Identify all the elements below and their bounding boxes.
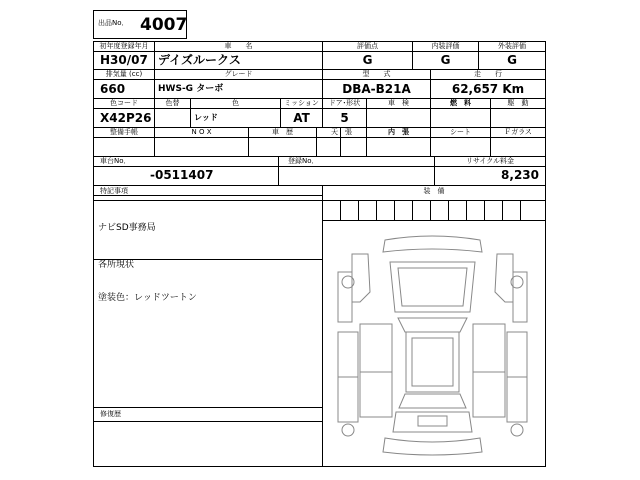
front-glass-label: Ｆガラス <box>504 128 532 136</box>
condition-label: 各所現状 <box>98 260 135 270</box>
model-code-value: DBA-B21A <box>342 82 411 96</box>
score-value: G <box>362 53 373 67</box>
color-change-label: 色替 <box>165 99 180 107</box>
score-label: 評価点 <box>357 42 378 50</box>
fuel-label: 燃 料 <box>450 99 471 107</box>
door-shape-value: 5 <box>340 111 349 125</box>
recycle-fee-label: リサイクル料金 <box>465 157 515 165</box>
interior-trim-label: 内 張 <box>388 128 409 136</box>
paint-color-note: 塗装色：レッドツートン <box>98 293 197 303</box>
repair-history-label: 修復歴 <box>100 410 121 418</box>
car-history-label: 車 歴 <box>272 128 293 136</box>
grade-value: HWS-G ターボ <box>158 84 224 94</box>
exterior-score-label: 外装評価 <box>498 42 526 50</box>
car-name-value: デイズルークス <box>158 53 241 67</box>
interior-score-value: G <box>440 53 451 67</box>
displacement-label: 排気量 (cc) <box>105 70 143 78</box>
headliner-label: 天 張 <box>331 128 352 136</box>
chassis-number-label: 車台No． <box>100 157 131 165</box>
lot-number-label: 出品No． <box>98 19 129 27</box>
exterior-score-value: G <box>507 53 517 67</box>
registration-number-label: 登録No． <box>288 157 319 165</box>
maintenance-record-label: 整備手帳 <box>110 128 138 136</box>
car-damage-diagram <box>330 232 535 460</box>
displacement-value: 660 <box>100 82 126 96</box>
color-label: 色 <box>232 99 239 107</box>
inspection-label: 車 検 <box>388 99 409 107</box>
first-registration-value: H30/07 <box>100 53 148 67</box>
grade-label: グレード <box>224 70 253 78</box>
nox-label: N O X <box>191 128 212 136</box>
color-code-label: 色コード <box>110 99 138 107</box>
recycle-fee-value: 8,230 <box>501 168 539 182</box>
equipment-label: 装 備 <box>423 187 445 195</box>
transmission-value: AT <box>293 111 310 125</box>
seat-label: シート <box>450 128 471 136</box>
chassis-number-value: -0511407 <box>150 168 214 182</box>
transmission-label: ミッション <box>284 99 319 107</box>
interior-score-label: 内装評価 <box>431 42 460 50</box>
car-name-label: 車 名 <box>224 42 253 50</box>
mileage-value: 62,657 Km <box>451 82 525 96</box>
lot-number: 4007 <box>140 15 188 35</box>
door-shape-label: ドア･形状 <box>328 99 361 107</box>
special-notes-label: 特記事項 <box>100 187 128 195</box>
color-code-value: X42P26 <box>100 111 152 125</box>
color-value: レッド <box>194 113 218 122</box>
model-code-label: 型 式 <box>362 70 391 78</box>
navi-note: ナビSD事務局 <box>98 223 156 233</box>
mileage-label: 走 行 <box>474 70 502 78</box>
first-registration-label: 初年度登録年月 <box>99 42 149 50</box>
drive-label: 駆 動 <box>507 99 529 107</box>
